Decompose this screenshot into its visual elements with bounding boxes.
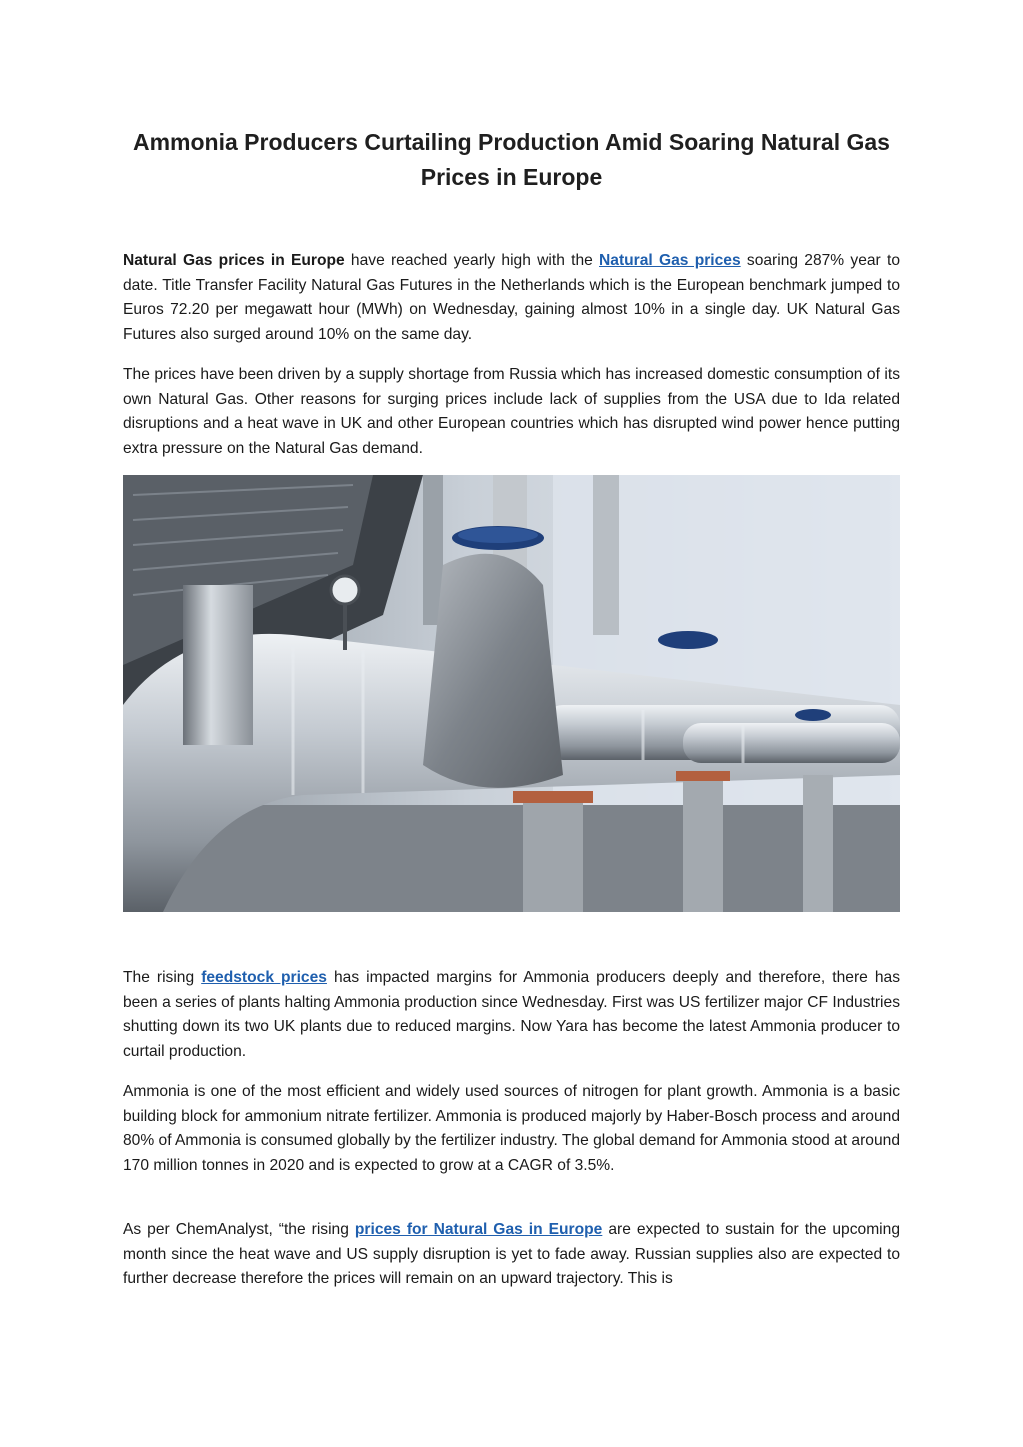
pipeline-photo [123,475,900,912]
paragraph-text: have reached yearly high with the [344,252,600,269]
paragraph-text: are expected to sustain for the upcoming month since the heat wave and US supply disruption is yet to fade away. Russian supplies also are expected to further decrease therefore the prices will remain on an upward trajectory. This is [123,1221,900,1288]
paragraph-5 [123,1218,900,1292]
document-title: Ammonia Producers Curtailing Production Amid Soaring Natural Gas Prices in Europe [133,129,890,190]
paragraph-text: As per ChemAnalyst, “the rising [123,1221,355,1238]
paragraph-2: The prices have been driven by a supply shortage from Russia which has increased domestic consumption of its own Natural Gas. Other reasons for surging prices include lack of supplies from the USA due to Ida related disruptions and a heat wave in UK and other European countries which has disrupted wind power hence putting extra pressure on the Natural Gas demand. [123,366,900,457]
paragraph-text: The rising [123,969,202,986]
feedstock-prices-link[interactable]: feedstock prices [201,969,327,986]
paragraph-4: Ammonia is one of the most efficient and widely used sources of nitrogen for plant growth. Ammonia is a basic building block for ammonium nitrate fertilizer. Ammonia is produced majorly by Haber-Bosch process and around 80% of Ammonia is consumed globally by the fertilizer industry. The global demand for Ammonia stood at around 170 million tonnes in 2020 and is expected to grow at a CAGR of 3.5%. [123,1083,900,1174]
natural-gas-europe-prices-link[interactable]: prices for Natural Gas in Europe [354,1221,603,1238]
paragraph-text: has impacted margins for Ammonia producers deeply and therefore, there has been a series of plants halting Ammonia production since Wednesday. First was US fertilizer major CF Industries shutting down its two UK plants due to reduced margins. Now Yara has become the latest Ammonia producer to curtail production. [123,969,900,1060]
paragraph-text: soaring 287% year to date. Title Transfer Facility Natural Gas Futures in the Netherlands which is the European benchmark jumped to Euros 72.20 per megawatt hour (MWh) on Wednesday, gaining almost 10% in a single day. UK Natural Gas Futures also surged around 10% on the same day. [123,252,900,343]
paragraph-3 [123,966,900,1064]
natural-gas-prices-link[interactable]: Natural Gas prices [599,252,741,269]
paragraph-1 [123,249,900,347]
lead-bold-text: Natural Gas prices in Europe [123,252,345,269]
